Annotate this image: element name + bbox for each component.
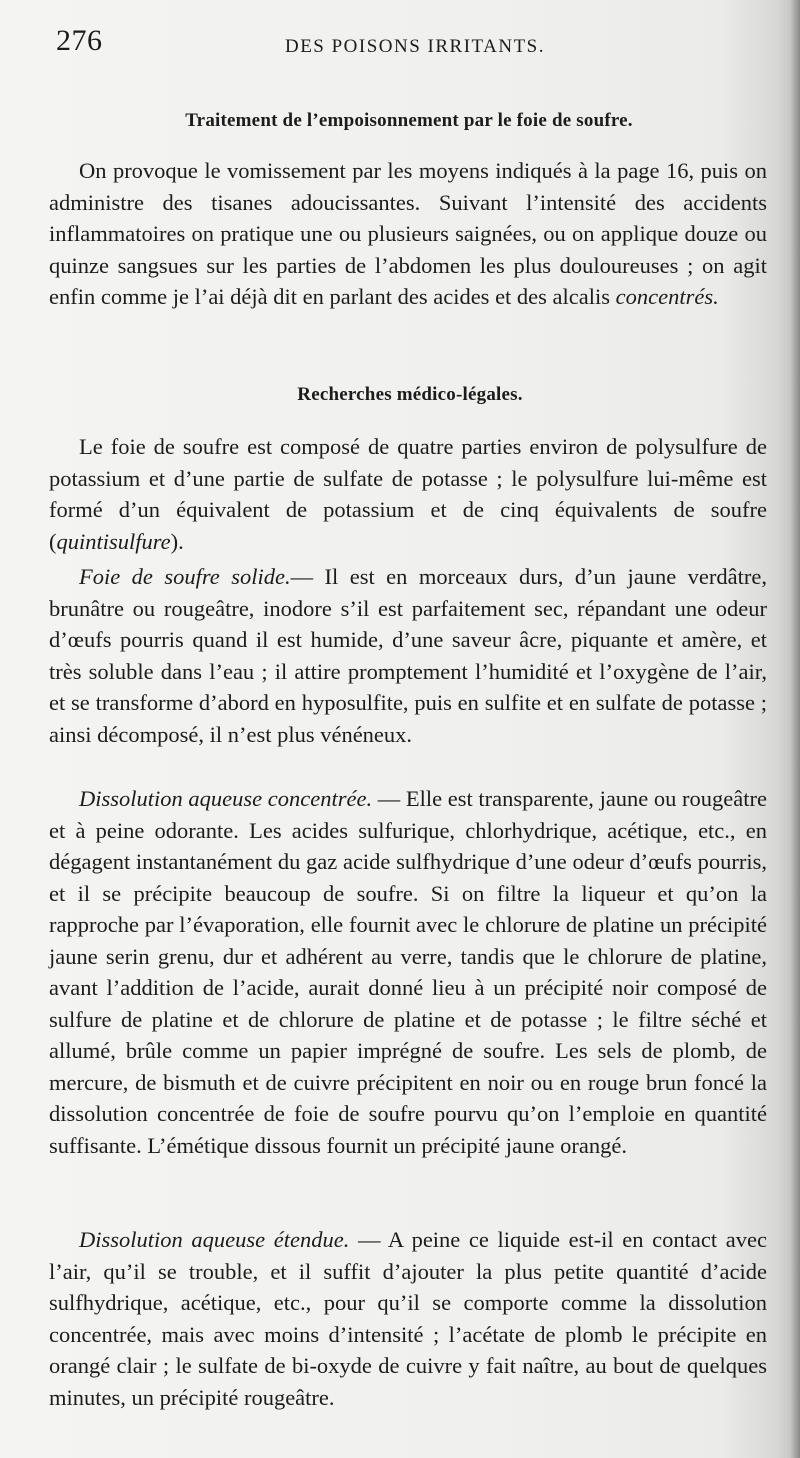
paragraph-concentrated (49, 783, 767, 1161)
italic-term: concentrés. (615, 284, 719, 309)
paragraph-treatment (49, 155, 767, 313)
running-title: DES POISONS IRRITANTS. (284, 36, 546, 57)
paragraph-lead-italic: Foie de soufre solide. (79, 564, 291, 589)
paragraph-lead-italic: Dissolution aqueuse étendue. (79, 1227, 350, 1252)
paragraph-text: On provoque le vomissement par les moyens indiqués à la page 16, puis on administre des tisanes adoucissantes. Suivant l’intensité des accidents inflammatoires on pratique une ou plusieurs saignées, ou on applique douze ou quinze sangsues sur les parties de l’abdomen les plus douloureuses ; on agit enfin comme je l’ai déjà dit en parlant des acides et des alcalis (49, 158, 767, 309)
section-heading-forensic: Recherches médico-légales. (297, 384, 523, 405)
italic-term: quintisulfure (56, 528, 171, 554)
paragraph-diluted (49, 1224, 767, 1413)
section-heading-treatment: Traitement de l’empoisonnement par le foie de soufre. (185, 110, 633, 131)
page-edge-shadow (790, 0, 800, 1458)
paragraph-text: Le foie de soufre est composé de quatre parties environ de polysulfure de potassium et d’une partie de sulfate de potasse ; le polysulfure lui-même est formé d’un équivalent de potassium et de cinq équivalents de soufre ( (49, 434, 767, 554)
paragraph-solid (49, 561, 767, 750)
paragraph-text: — Il est en morceaux durs, d’un jaune verdâtre, brunâtre ou rougeâtre, inodore s’il est parfaitement sec, répandant une odeur d’œufs pourris quand il est humide, d’une saveur âcre, piquante et amère, et très soluble dans l’eau ; il attire promptement l’humidité et l’oxygène de l’air, et se transforme d’abord en hyposulfite, puis en sulfite et en sulfate de potasse ; ainsi décomposé, il n’est plus vénéneux. (49, 564, 767, 747)
page-number: 276 (56, 24, 103, 57)
paragraph-text: ). (170, 528, 184, 554)
paragraph-composition (49, 431, 767, 557)
paragraph-text: — A peine ce liquide est-il en contact avec l’air, qu’il se trouble, et il suffit d’ajouter la plus petite quantité d’acide sulfhydrique, acétique, etc., pour qu’il se comporte comme la dissolution concentrée, mais avec moins d’intensité ; l’acétate de plomb le précipite en orangé clair ; le sulfate de bi-oxyde de cuivre y fait naître, au bout de quelques minutes, un précipité rougeâtre. (49, 1227, 767, 1410)
paragraph-text: — Elle est transparente, jaune ou rougeâtre et à peine odorante. Les acides sulfurique, chlorhydrique, acétique, etc., en dégagent instantanément du gaz acide sulfhydrique d’une odeur d’œufs pourris, et il se précipite beaucoup de soufre. Si on filtre la liqueur et qu’on la rapproche par l’évaporation, elle fournit avec le chlorure de platine un précipité jaune serin grenu, dur et adhérent au verre, tandis que le chlorure de platine, avant l’addition de l’acide, aurait donné lieu à un précipité noir composé de sulfure de platine et de chlorure de platine et de potasse ; le filtre séché et allumé, brûle comme un papier imprégné de soufre. Les sels de plomb, de mercure, de bismuth et de cuivre précipitent en noir ou en rouge brun foncé la dissolution concentrée de foie de soufre pourvu qu’on l’emploie en quantité suffisante. L’émétique dissous fournit un précipité jaune orangé. (49, 786, 768, 1158)
paragraph-lead-italic: Dissolution aqueuse concentrée. (79, 786, 373, 811)
